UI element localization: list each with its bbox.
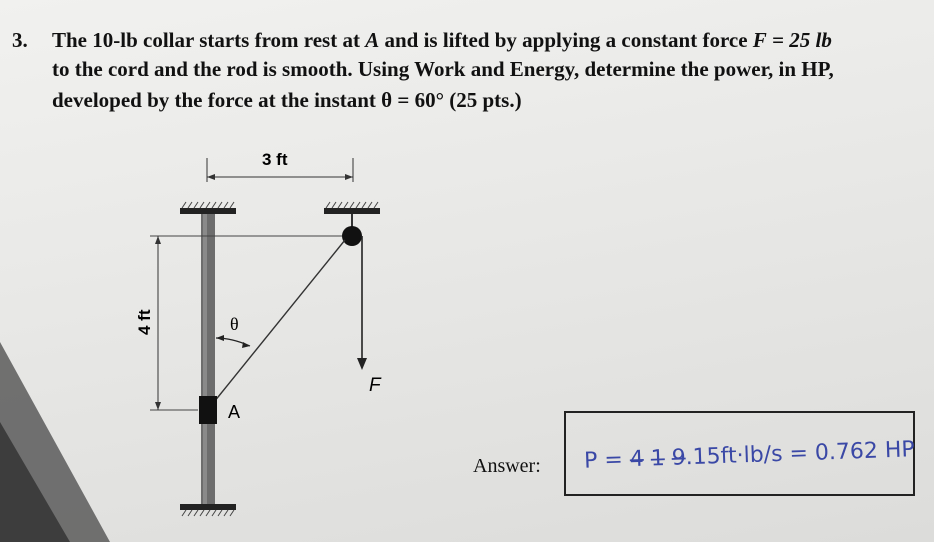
rod-top-support <box>180 208 236 214</box>
answer-label: Answer: <box>473 455 541 477</box>
collar <box>199 396 217 424</box>
theta-label: θ <box>230 314 239 334</box>
question-line-1: The 10-lb collar starts from rest at A and is lifted by applying a constant force F = 25 lb <box>52 28 832 52</box>
point-a-label: A <box>228 402 241 422</box>
question-line-2: to the cord and the rod is smooth. Using Work and Energy, determine the power, in HP, <box>52 57 834 81</box>
pulley-support <box>324 208 380 214</box>
question-line-3: developed by the force at the instant θ = 60° (25 pts.) <box>52 88 522 112</box>
rod-bottom-support <box>180 504 236 510</box>
dimension-3ft-label: 3 ft <box>262 150 288 169</box>
force-label: F <box>369 375 381 396</box>
dimension-4ft-label: 4 ft <box>135 309 154 335</box>
question-number: 3. <box>12 28 28 52</box>
pulley <box>342 226 362 246</box>
handwritten-answer: P = 4̶ 1̶ 9̶.15ft·lb/s = 0.762 HP <box>583 437 916 474</box>
